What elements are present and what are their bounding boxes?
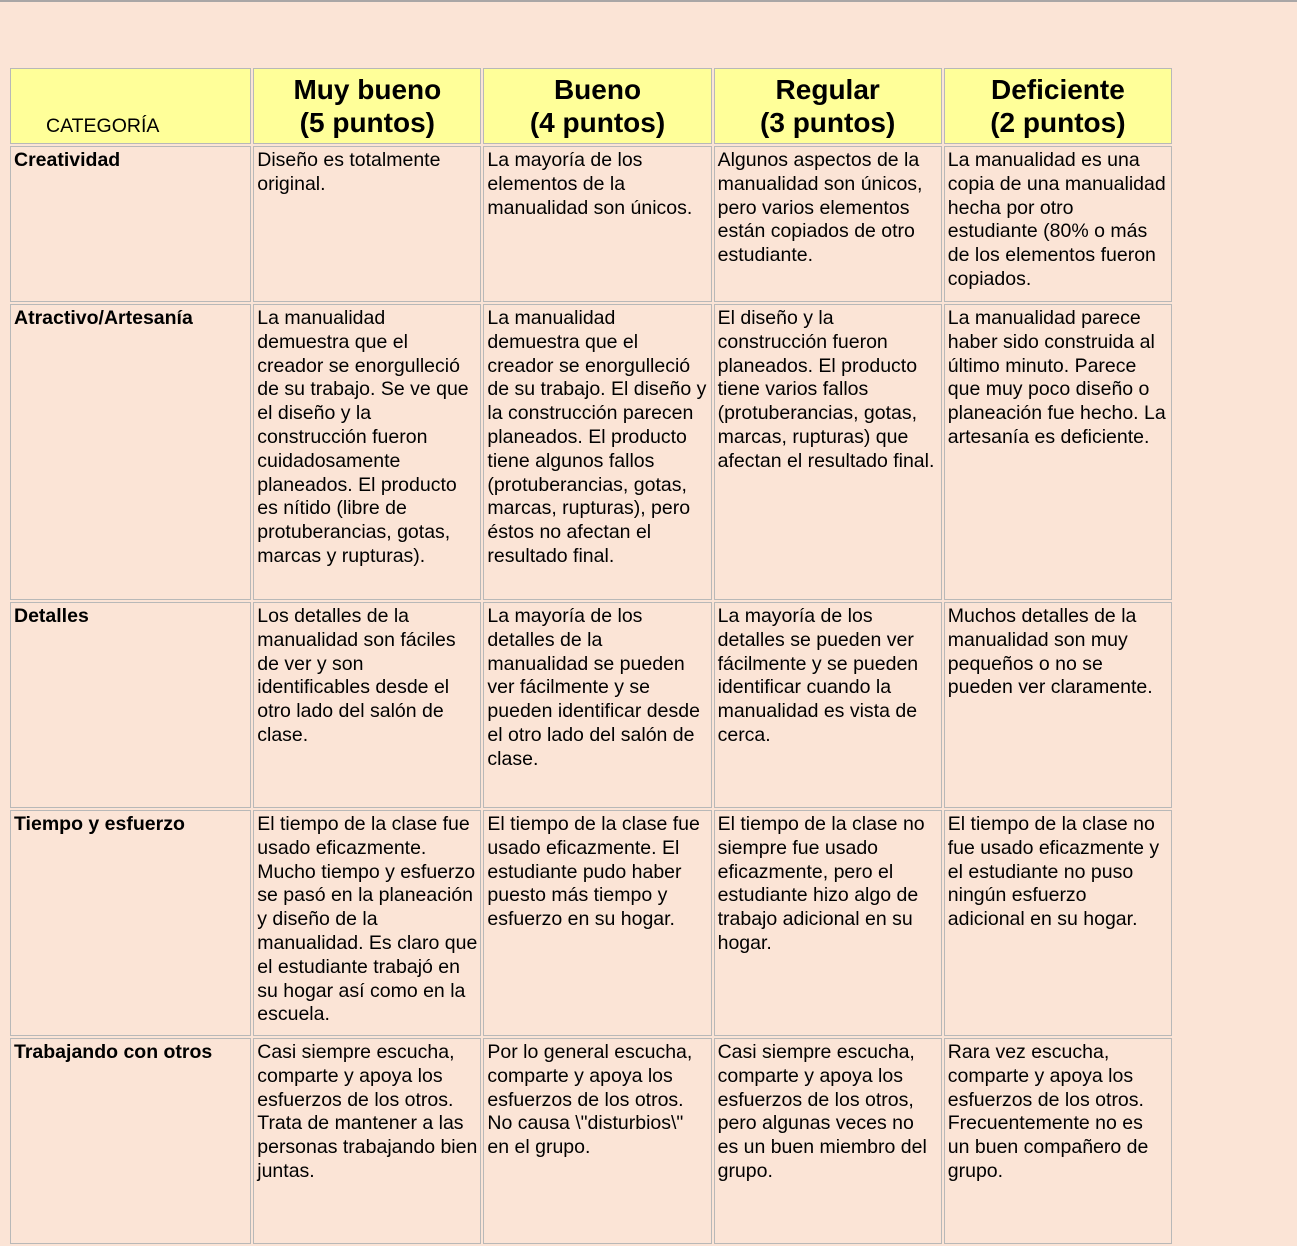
rubric-table xyxy=(8,66,1174,1246)
criteria-cell: La manualidad parece haber sido construida al último minuto. Parece que muy poco diseño o planeación fue hecho. La artesanía es deficiente. xyxy=(944,304,1172,600)
top-divider xyxy=(0,0,1297,2)
rubric-row-trabajando xyxy=(10,1038,1172,1244)
criteria-cell: El tiempo de la clase fue usado eficazmente. El estudiante pudo haber puesto más tiempo y esfuerzo en su hogar. xyxy=(483,810,711,1036)
level-name: Bueno xyxy=(553,74,642,105)
criteria-cell: Casi siempre escucha, comparte y apoya los esfuerzos de los otros. Trata de mantener a las personas trabajando bien juntas. xyxy=(253,1038,481,1244)
level-header-muy-bueno xyxy=(253,68,481,144)
level-header-regular xyxy=(714,68,942,144)
criteria-cell: Los detalles de la manualidad son fáciles de ver y son identificables desde el otro lado del salón de clase. xyxy=(253,602,481,808)
criteria-cell: La mayoría de los detalles de la manualidad se pueden ver fácilmente y se pueden identificar desde el otro lado del salón de clase. xyxy=(483,602,711,808)
category-header: CATEGORÍA xyxy=(10,68,251,144)
category-cell: Atractivo/Artesanía xyxy=(10,304,251,600)
rubric-row-tiempo xyxy=(10,810,1172,1036)
criteria-cell: Algunos aspectos de la manualidad son únicos, pero varios elementos están copiados de otro estudiante. xyxy=(714,146,942,302)
criteria-cell: Casi siempre escucha, comparte y apoya los esfuerzos de los otros, pero algunas veces no es un buen miembro del grupo. xyxy=(714,1038,942,1244)
level-points: (5 puntos) xyxy=(299,107,435,138)
criteria-cell: El diseño y la construcción fueron planeados. El producto tiene varios fallos (protuberancias, gotas, marcas, rupturas) que afectan el resultado final. xyxy=(714,304,942,600)
criteria-cell: El tiempo de la clase no siempre fue usado eficazmente, pero el estudiante hizo algo de trabajo adicional en su hogar. xyxy=(714,810,942,1036)
rubric-row-detalles xyxy=(10,602,1172,808)
level-name: Regular xyxy=(775,74,880,105)
criteria-cell: La mayoría de los elementos de la manualidad son únicos. xyxy=(483,146,711,302)
level-name: Deficiente xyxy=(990,74,1125,105)
rubric-row-creatividad xyxy=(10,146,1172,302)
criteria-cell: Rara vez escucha, comparte y apoya los esfuerzos de los otros. Frecuentemente no es un buen compañero de grupo. xyxy=(944,1038,1172,1244)
category-cell: Detalles xyxy=(10,602,251,808)
rubric-row-atractivo xyxy=(10,304,1172,600)
criteria-cell: Diseño es totalmente original. xyxy=(253,146,481,302)
category-cell: Trabajando con otros xyxy=(10,1038,251,1244)
criteria-cell: La manualidad demuestra que el creador se enorgulleció de su trabajo. Se ve que el diseño y la construcción fueron cuidadosamente planeados. El producto es nítido (libre de protuberancias, gotas, marcas y rupturas). xyxy=(253,304,481,600)
criteria-cell: El tiempo de la clase no fue usado eficazmente y el estudiante no puso ningún esfuerzo adicional en su hogar. xyxy=(944,810,1172,1036)
level-header-deficiente xyxy=(944,68,1172,144)
criteria-cell: Por lo general escucha, comparte y apoya los esfuerzos de los otros. No causa \"disturbios\" en el grupo. xyxy=(483,1038,711,1244)
criteria-cell: La mayoría de los detalles se pueden ver fácilmente y se pueden identificar cuando la manualidad es vista de cerca. xyxy=(714,602,942,808)
header-row xyxy=(10,68,1172,144)
level-points: (4 puntos) xyxy=(529,107,666,138)
category-cell: Tiempo y esfuerzo xyxy=(10,810,251,1036)
category-cell: Creatividad xyxy=(10,146,251,302)
criteria-cell: La manualidad es una copia de una manualidad hecha por otro estudiante (80% o más de los elementos fueron copiados. xyxy=(944,146,1172,302)
level-name: Muy bueno xyxy=(293,74,442,105)
level-points: (3 puntos) xyxy=(760,107,896,138)
level-points: (2 puntos) xyxy=(990,107,1126,138)
criteria-cell: El tiempo de la clase fue usado eficazmente. Mucho tiempo y esfuerzo se pasó en la planeación y diseño de la manualidad. Es claro que el estudiante trabajó en su hogar así como en la escuela. xyxy=(253,810,481,1036)
criteria-cell: La manualidad demuestra que el creador se enorgulleció de su trabajo. El diseño y la construcción parecen planeados. El producto tiene algunos fallos (protuberancias, gotas, marcas, rupturas), pero éstos no afectan el resultado final. xyxy=(483,304,711,600)
level-header-bueno xyxy=(483,68,711,144)
criteria-cell: Muchos detalles de la manualidad son muy pequeños o no se pueden ver claramente. xyxy=(944,602,1172,808)
